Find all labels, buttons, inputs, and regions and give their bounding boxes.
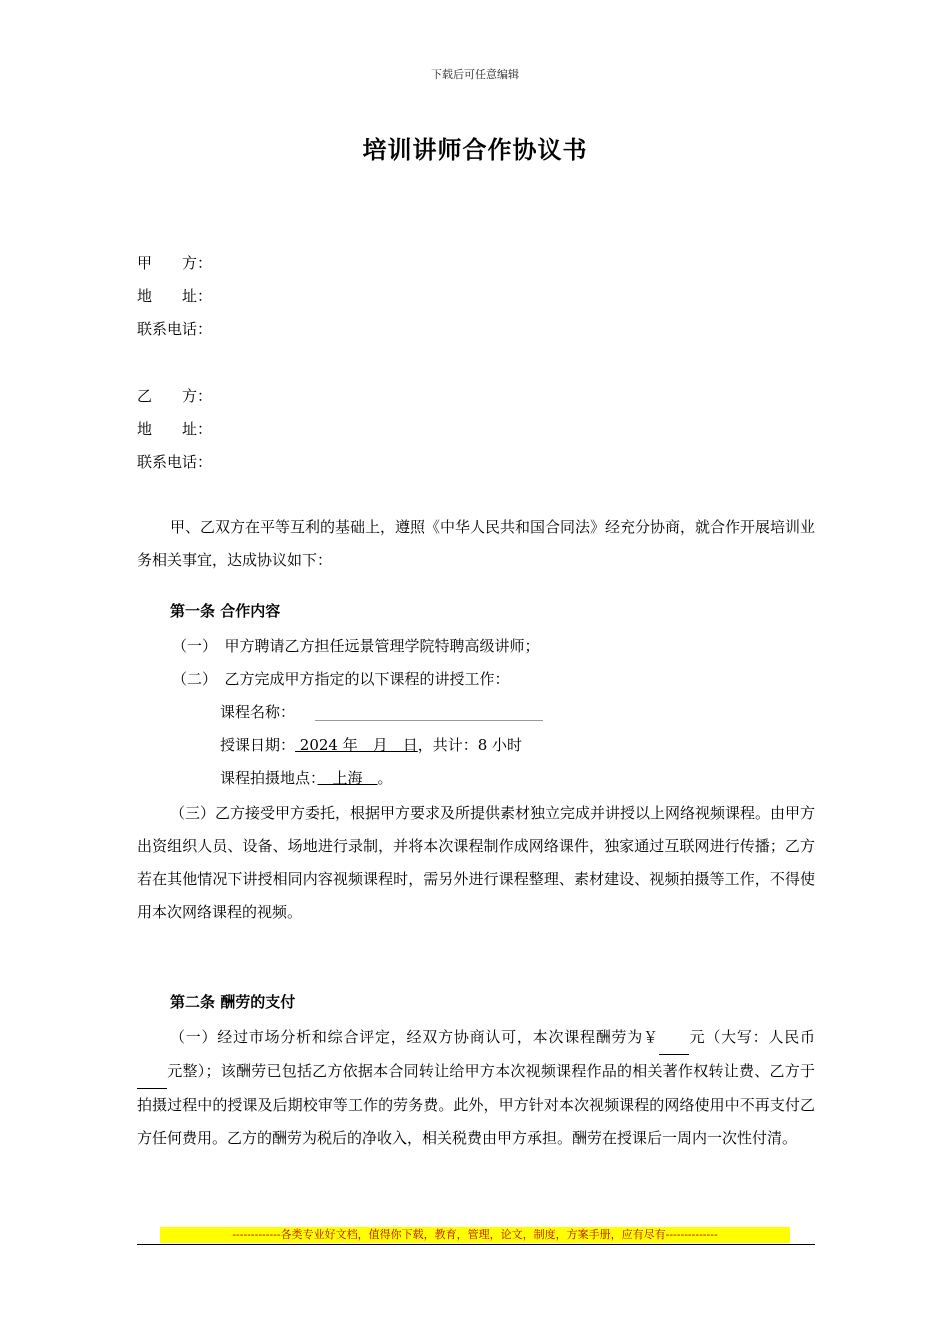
article1-heading: 第一条 合作内容 <box>170 602 281 620</box>
party-a-name-label: 甲 方： <box>137 254 213 272</box>
location-value: 上海 <box>317 769 378 787</box>
location-row <box>220 767 393 788</box>
location-label: 课程拍摄地点： <box>220 769 318 787</box>
article1-item3: （三）乙方接受甲方委托，根据甲方要求及所提供素材独立完成并讲授以上网络视频课程。由甲方出资组织人员、设备、场地进行录制，并将本次课程制作成网络课件，独家通过互联网进行传播；乙方若在其他情况下讲授相同内容视频课程时，需另外进行课程整理、素材建设、视频拍摄等工作，不得使用本次网络课程的视频。 <box>137 804 816 921</box>
date-row <box>220 734 522 755</box>
party-a-phone-label: 联系电话： <box>137 320 213 338</box>
date-value: 2024 年 月 日 <box>295 736 418 754</box>
course-name-blank <box>315 706 543 721</box>
article1-item2: （二） 乙方完成甲方指定的以下课程的讲授工作： <box>172 670 510 688</box>
article2-p1-a: （一）经过市场分析和综合评定，经双方协商认可，本次课程酬劳为￥ <box>170 1028 659 1046</box>
date-label: 授课日期： <box>220 736 296 754</box>
article2-p1-b: 元（大写：人民币 <box>688 1028 815 1046</box>
article2-p1-c: 元整）；该酬劳已包括乙方依据本合同转让给甲方本次视频课程作品的相关著作权转让费、乙方于拍摄过程中的授课及后期校审等工作的劳务费。此外，甲方针对本次视频课程的网络使用中不再支付乙方任何费用。乙方的酬劳为税后的净收入，相关税费由甲方承担。酬劳在授课后一周内一次性付清。 <box>137 1062 815 1147</box>
party-b-address-label: 地 址： <box>137 420 213 438</box>
course-name-label: 课程名称： <box>220 703 296 721</box>
footer-rule <box>137 1244 815 1245</box>
course-name-row <box>220 701 543 722</box>
fee-capital-blank <box>137 1055 167 1089</box>
document-title: 培训讲师合作协议书 <box>362 136 588 164</box>
intro-paragraph: 甲、乙双方在平等互利的基础上，遵照《中华人民共和国合同法》经充分协商，就合作开展培训业务相关事宜，达成协议如下： <box>137 518 816 569</box>
hours-text: ，共计：8 小时 <box>417 736 523 754</box>
fee-amount-blank <box>659 1021 689 1055</box>
footer-banner: -------------各类专业好文档，值得你下载，教育，管理，论文，制度，方案手册，应有尽有-------------- <box>160 1227 790 1243</box>
location-end: 。 <box>377 769 393 787</box>
article1-item1: （一） 甲方聘请乙方担任远景管理学院特聘高级讲师； <box>172 637 540 655</box>
party-a-address-label: 地 址： <box>137 287 213 305</box>
article2-paragraph1 <box>137 1021 815 1155</box>
page-header: 下载后可任意编辑 <box>431 68 519 81</box>
article2-heading: 第二条 酬劳的支付 <box>170 993 296 1011</box>
party-b-phone-label: 联系电话： <box>137 453 213 471</box>
party-b-name-label: 乙 方： <box>137 387 213 405</box>
